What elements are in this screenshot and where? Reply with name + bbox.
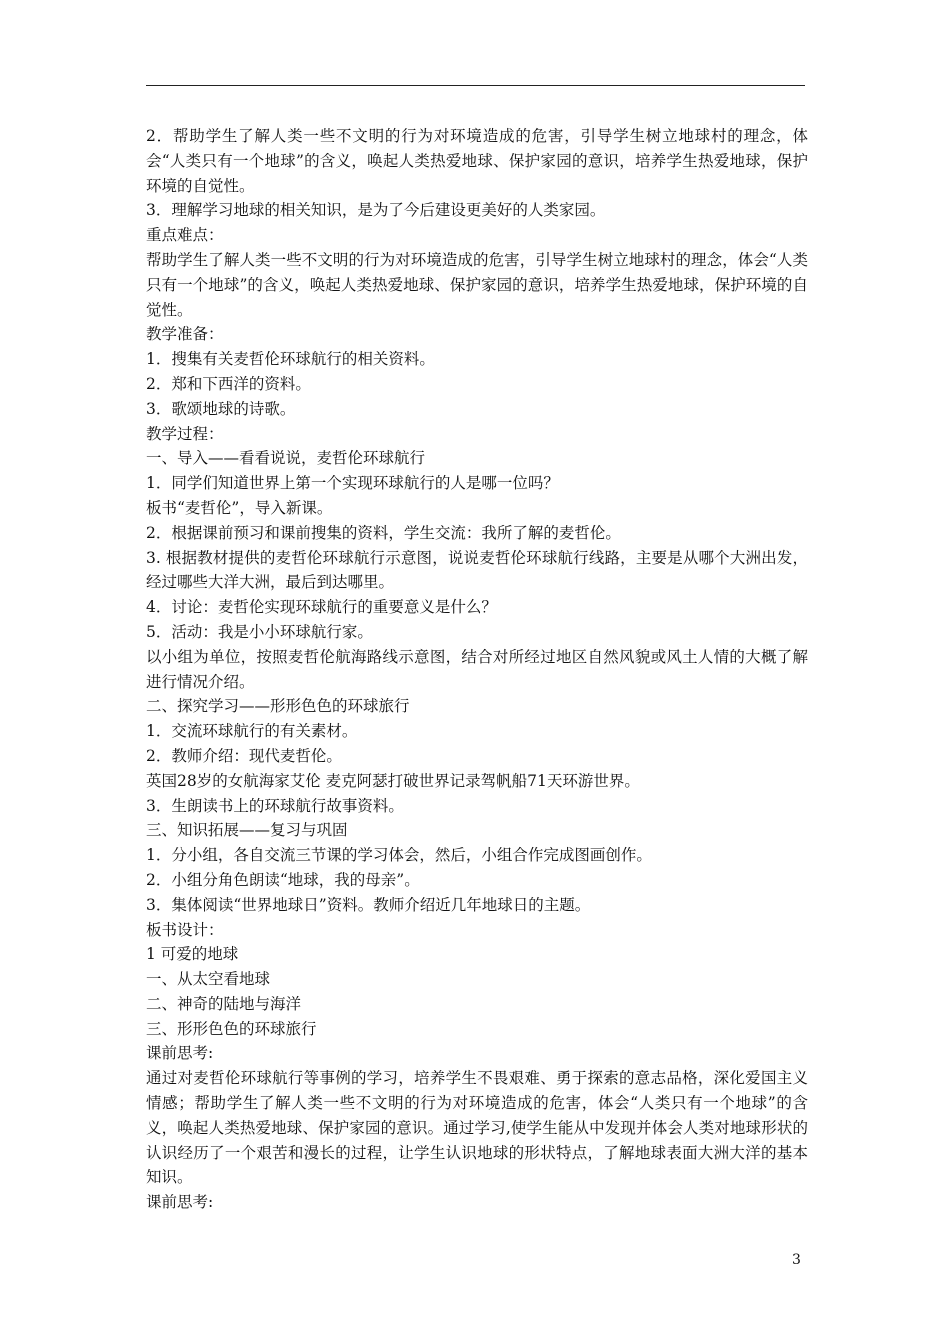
- list-item: 4．讨论：麦哲伦实现环球航行的重要意义是什么？: [146, 598, 497, 617]
- list-item: 3．歌颂地球的诗歌。: [146, 399, 296, 418]
- section-heading: 课前思考:: [146, 1193, 214, 1212]
- document-body: [146, 124, 808, 1215]
- section-heading: 教学过程：: [146, 424, 224, 443]
- paragraph: 2．帮助学生了解人类一些不文明的行为对环境造成的危害，引导学生树立地球村的理念，体会“人类只有一个地球”的含义，唤起人类热爱地球、保护家园的意识，培养学生热爱地球，保护环境的自觉性。: [146, 127, 808, 195]
- list-item: 3．生朗读书上的环球航行故事资料。: [146, 796, 404, 815]
- section-heading: 教学准备：: [146, 325, 224, 344]
- section-heading: 课前思考:: [146, 1044, 214, 1063]
- list-item: 3. 根据教材提供的麦哲伦环球航行示意图，说说麦哲伦环球航行线路，主要是从哪个大洲出发，经过哪些大洋大洲，最后到达哪里。: [146, 548, 808, 592]
- subsection-heading: 三、知识拓展——复习与巩固: [146, 821, 348, 840]
- board-item: 一、从太空看地球: [146, 970, 271, 989]
- board-title: 1 可爱的地球: [146, 945, 239, 964]
- list-item: 2．教师介绍：现代麦哲伦。: [146, 746, 342, 765]
- paragraph: 以小组为单位，按照麦哲伦航海路线示意图，结合对所经过地区自然风貌或风土人情的大概了解进行情况介绍。: [146, 647, 808, 691]
- list-item: 1．交流环球航行的有关素材。: [146, 722, 358, 741]
- list-item: 2．小组分角色朗读“地球，我的母亲”。: [146, 870, 420, 889]
- paragraph: 板书“麦哲伦”，导入新课。: [146, 498, 333, 517]
- section-heading: 板书设计：: [146, 920, 224, 939]
- list-item: 3．集体阅读“世界地球日”资料。教师介绍近几年地球日的主题。: [146, 895, 591, 914]
- list-item: 1．分小组，各自交流三节课的学习体会，然后，小组合作完成图画创作。: [146, 846, 652, 865]
- list-item: 1．搜集有关麦哲伦环球航行的相关资料。: [146, 350, 435, 369]
- paragraph: 英国28岁的女航海家艾伦 麦克阿瑟打破世界记录驾帆船71天环游世界。: [146, 771, 640, 790]
- section-heading: 重点难点：: [146, 226, 224, 245]
- page-number: 3: [792, 1252, 801, 1268]
- list-item: 1．同学们知道世界上第一个实现环球航行的人是哪一位吗？: [146, 474, 559, 493]
- subsection-heading: 二、探究学习——形形色色的环球旅行: [146, 697, 410, 716]
- list-item: 2．郑和下西洋的资料。: [146, 374, 311, 393]
- paragraph: 通过对麦哲伦环球航行等事例的学习，培养学生不畏艰难、勇于探索的意志品格，深化爱国主义情感；帮助学生了解人类一些不文明的行为对环境造成的危害，体会“人类只有一个地球”的含义，唤起人类热爱地球、保护家园的意识。通过学习,使学生能从中发现并体会人类对地球形状的认识经历了一个艰苦和漫长的过程，让学生认识地球的形状特点，了解地球表面大洲大洋的基本知识。: [146, 1069, 808, 1187]
- board-item: 二、神奇的陆地与海洋: [146, 994, 302, 1013]
- subsection-heading: 一、导入——看看说说，麦哲伦环球航行: [146, 449, 426, 468]
- paragraph: 帮助学生了解人类一些不文明的行为对环境造成的危害，引导学生树立地球村的理念，体会“人类只有一个地球”的含义，唤起人类热爱地球、保护家园的意识，培养学生热爱地球，保护环境的自觉性。: [146, 250, 808, 319]
- header-rule: [146, 85, 805, 86]
- paragraph: 3．理解学习地球的相关知识，是为了今后建设更美好的人类家园。: [146, 201, 606, 220]
- board-item: 三、形形色色的环球旅行: [146, 1019, 317, 1038]
- list-item: 5．活动：我是小小环球航行家。: [146, 622, 373, 641]
- list-item: 2．根据课前预习和课前搜集的资料，学生交流：我所了解的麦哲伦。: [146, 523, 621, 542]
